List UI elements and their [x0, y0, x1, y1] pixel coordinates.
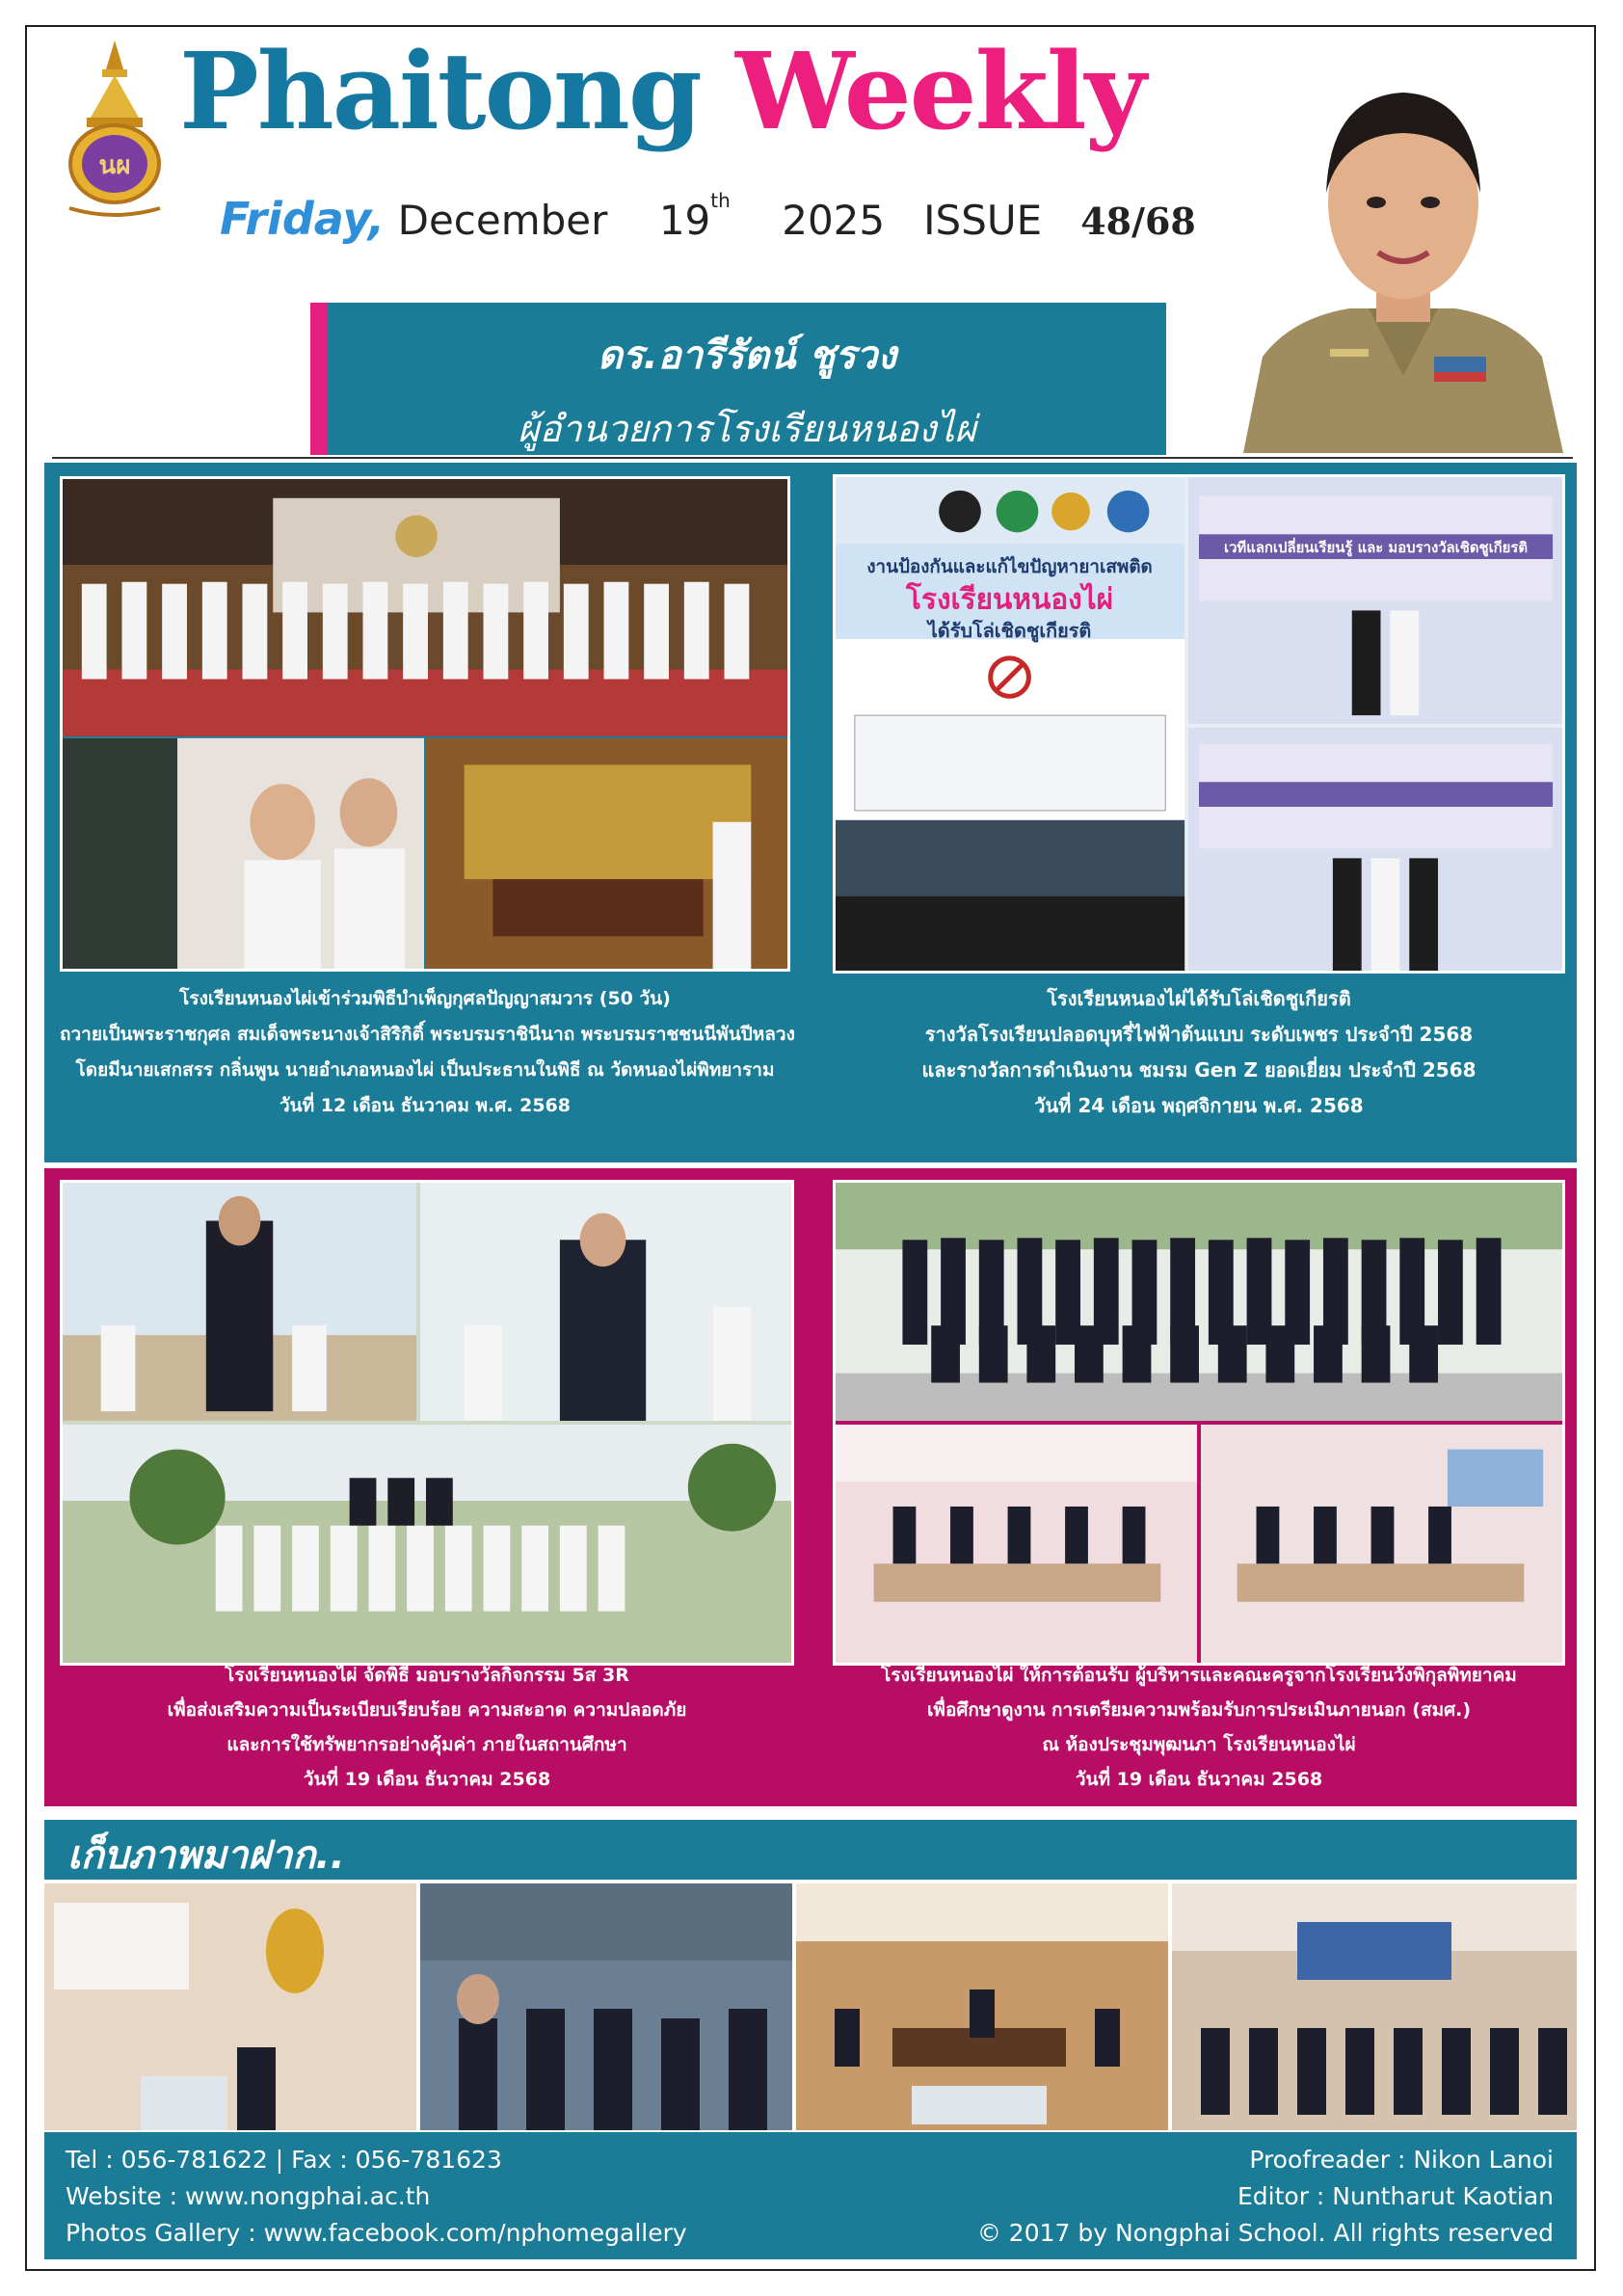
- issue-date-suffix: th: [710, 189, 731, 212]
- story3-caption: [60, 1658, 794, 1797]
- story4-line4: วันที่ 19 เดือน ธันวาคม 2568: [1075, 1769, 1323, 1790]
- story2-line1: โรงเรียนหนองไผ่ได้รับโล่เชิดชูเกียรติ: [1047, 987, 1351, 1010]
- newsletter-title: [179, 29, 1145, 153]
- story3-line4: วันที่ 19 เดือน ธันวาคม 2568: [303, 1769, 551, 1790]
- story2-line3: และรางวัลการดำเนินงาน ชมรม Gen Z ยอดเยี่ยม ประจำปี 2568: [921, 1058, 1477, 1081]
- story1-line1: โรงเรียนหนองไผ่เข้าร่วมพิธีบำเพ็ญกุศลปัญญาสมวาร (50 วัน): [179, 988, 671, 1009]
- story1-photo-collage: [60, 476, 790, 972]
- story2-line2: รางวัลโรงเรียนปลอดบุหรี่ไฟฟ้าต้นแบบ ระดับเพชร ประจำปี 2568: [924, 1023, 1474, 1046]
- footer-gallery-link[interactable]: Photos Gallery : www.facebook.com/nphomegallery: [66, 2219, 687, 2247]
- svg-text:งานป้องกันและแก้ไขปัญหายาเสพติ: งานป้องกันและแก้ไขปัญหายาเสพติด: [866, 556, 1153, 577]
- issue-date: 19: [658, 197, 711, 244]
- story3-line2: เพื่อส่งเสริมความเป็นระเบียบเรียบร้อย ความสะอาด ความปลอดภัย: [167, 1699, 687, 1721]
- footer-proofreader: Proofreader : Nikon Lanoi: [1249, 2146, 1554, 2174]
- story1-caption: [60, 981, 795, 1124]
- gallery-strip: [44, 1883, 1577, 2130]
- issue-month: December: [397, 197, 608, 244]
- story1-line3: โดยมีนายเสกสรร กลิ่นพูน นายอำเภอหนองไผ่ เป็นประธานในพิธี ณ วัดหนองไผ่พิทยาราม: [75, 1059, 775, 1081]
- director-name: ดร.อารีรัตน์ ชูรวง: [598, 334, 896, 378]
- director-position: ผู้อำนวยการโรงเรียนหนองไผ่: [518, 408, 976, 450]
- footer-contact: Tel : 056-781622 | Fax : 056-781623: [66, 2146, 502, 2174]
- director-name-box: [310, 303, 1166, 455]
- story2-line4: วันที่ 24 เดือน พฤศจิกายน พ.ศ. 2568: [1034, 1094, 1364, 1117]
- story4-line2: เพื่อศึกษาดูงาน การเตรียมความพร้อมรับการประเมินภายนอก (สมศ.): [926, 1699, 1472, 1721]
- issue-number: 48/68: [1080, 200, 1196, 243]
- story4-line1: โรงเรียนหนองไผ่ ให้การต้อนรับ ผู้บริหารและคณะครูจากโรงเรียนวังพิกุลพิทยาคม: [881, 1665, 1517, 1686]
- director-portrait: [1224, 39, 1583, 453]
- title-part2: Weekly: [735, 29, 1145, 153]
- svg-text:เวทีแลกเปลี่ยนเรียนรู้ และ มอบ: เวทีแลกเปลี่ยนเรียนรู้ และ มอบรางวัลเชิดชูเกียรติ: [1224, 539, 1529, 557]
- story3-photo-collage: [60, 1180, 794, 1666]
- story4-photo-collage: [833, 1180, 1565, 1666]
- story2-caption: [833, 981, 1565, 1124]
- issue-label: ISSUE: [923, 197, 1043, 244]
- story1-line4: วันที่ 12 เดือน ธันวาคม พ.ศ. 2568: [279, 1095, 571, 1116]
- issue-year: 2025: [782, 197, 886, 244]
- story1-line2: ถวายเป็นพระราชกุศล สมเด็จพระนางเจ้าสิริกิติ์ พระบรมราชินีนาถ พระบรมราชชนนีพันปีหลวง: [60, 1024, 795, 1045]
- school-logo: [60, 37, 170, 220]
- story4-line3: ณ ห้องประชุมพุฒนภา โรงเรียนหนองไผ่: [1042, 1734, 1356, 1755]
- issue-dateline: [220, 189, 1196, 245]
- story3-line1: โรงเรียนหนองไผ่ จัดพิธี มอบรางวัลกิจกรรม 5ส 3R: [225, 1665, 629, 1686]
- footer-editor: Editor : Nuntharut Kaotian: [1237, 2182, 1554, 2210]
- svg-text:นผ: นผ: [98, 151, 131, 180]
- svg-text:โรงเรียนหนองไผ่: โรงเรียนหนองไผ่: [906, 582, 1114, 617]
- story4-caption: [833, 1658, 1565, 1797]
- footer-website[interactable]: Website : www.nongphai.ac.th: [66, 2182, 431, 2210]
- story2-photo-collage: [833, 474, 1565, 974]
- footer-copyright: © 2017 by Nongphai School. All rights reserved: [976, 2219, 1554, 2247]
- footer: [44, 2132, 1577, 2259]
- title-part1: Phaitong: [179, 29, 701, 153]
- issue-day: Friday,: [220, 193, 386, 245]
- story3-line3: และการใช้ทรัพยากรอย่างคุ้มค่า ภายในสถานศึกษา: [226, 1734, 627, 1755]
- header-divider: [52, 457, 1573, 459]
- svg-text:ได้รับโล่เชิดชูเกียรติ: ได้รับโล่เชิดชูเกียรติ: [927, 620, 1092, 643]
- gallery-title: เก็บภาพมาฝาก..: [67, 1833, 345, 1878]
